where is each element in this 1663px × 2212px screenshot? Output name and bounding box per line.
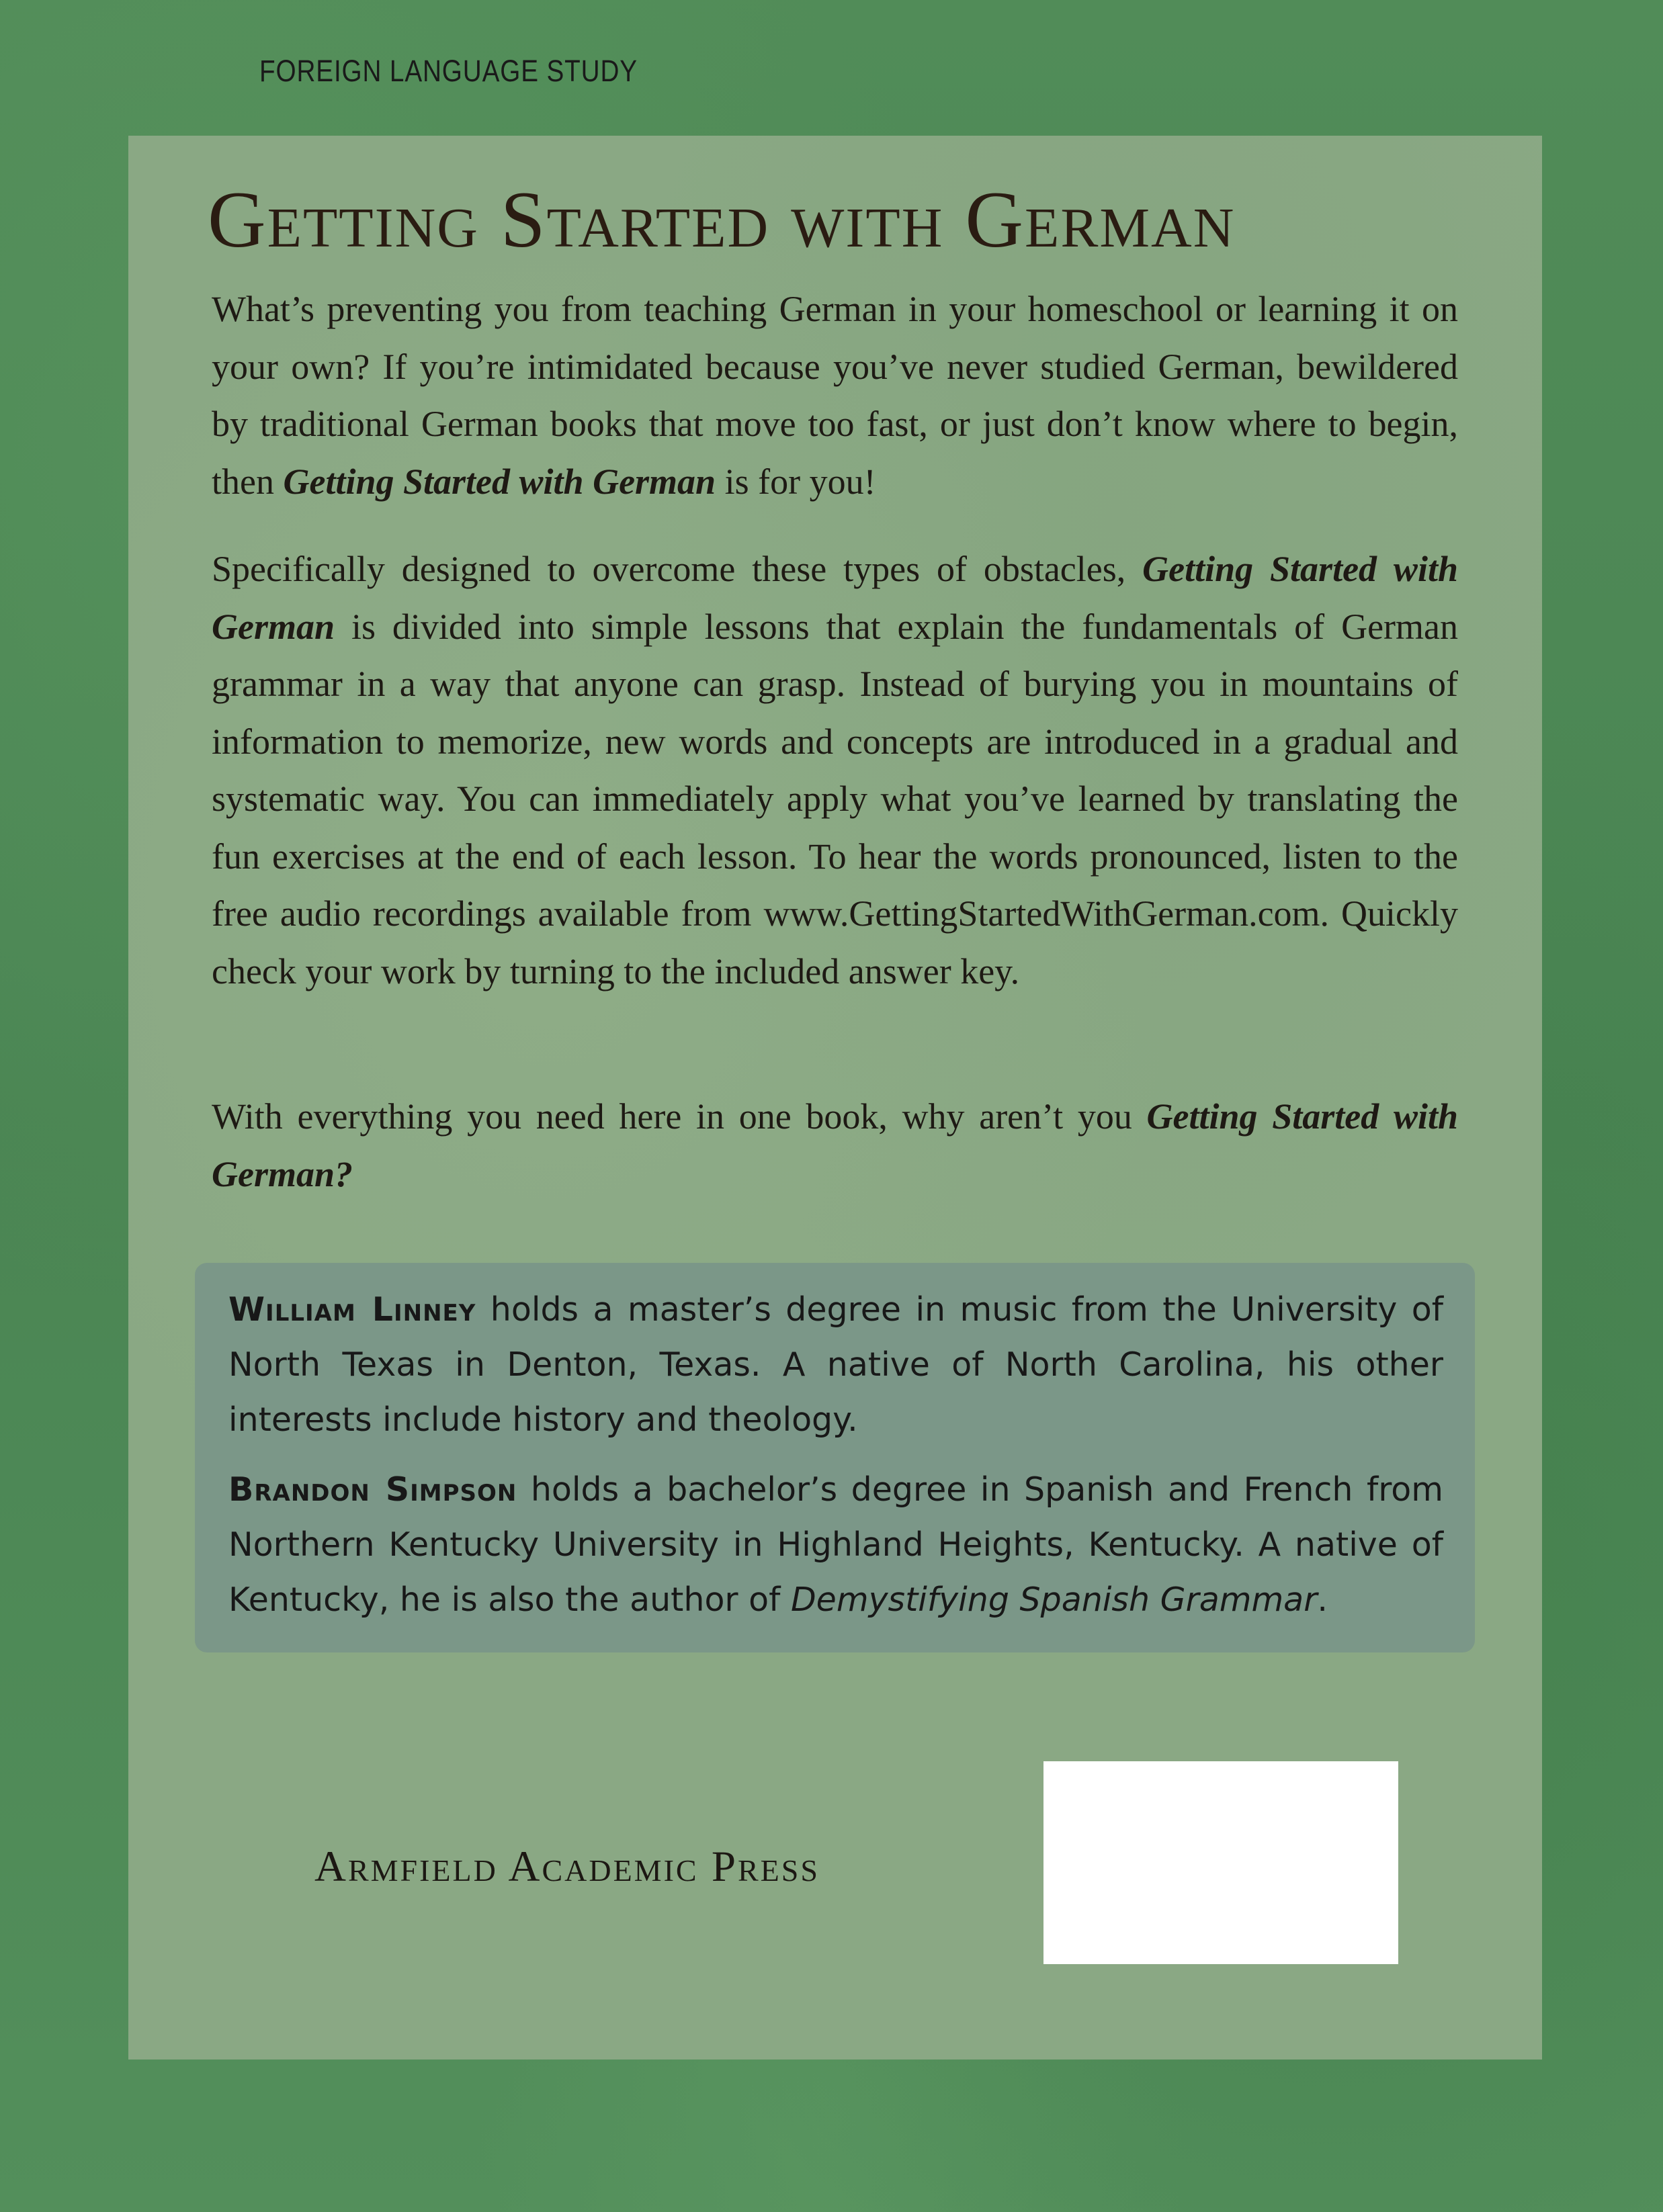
paragraph-text: is for you! (716, 461, 876, 502)
publisher-name: Armfield Academic Press (314, 1843, 820, 1891)
paragraph-text: What’s preventing you from teaching German in your homeschool or learning it on your own? If you’re intimidated because you’ve never studied German, bewildered by traditional German books that move too fast, or just don’t know where to begin, then (212, 289, 1458, 502)
barcode-placeholder (1043, 1761, 1398, 1964)
author-name: William Linney (228, 1290, 476, 1329)
author-bio-william-linney (228, 1282, 1443, 1448)
book-title-emphasis: Getting Started with German (283, 461, 716, 502)
author-bio-text: holds a bachelor’s degree in Spanish and French from Northern Kentucky University in Highland Heights, Kentucky. A native of Kentucky, he is also the author of (228, 1470, 1443, 1619)
category-label: FOREIGN LANGUAGE STUDY (259, 54, 638, 88)
author-name: Brandon Simpson (228, 1470, 517, 1509)
description-paragraph-1 (212, 281, 1458, 511)
author-bio-text-end: . (1317, 1581, 1328, 1619)
book-title-emphasis: Getting Started with German? (212, 1096, 1459, 1194)
description-paragraph-2 (212, 541, 1458, 1000)
author-bio-text: holds a master’s degree in music from the University of North Texas in Denton, Texas. A native of North Carolina, his other interests include history and theology. (228, 1290, 1443, 1439)
author-bio-brandon-simpson (228, 1462, 1443, 1628)
paragraph-text: is divided into simple lessons that explain the fundamentals of German grammar in a way that anyone can grasp. Instead of burying you in mountains of information to memorize, new words and concepts are introduced in a gradual and systematic way. You can immediately apply what you’ve learned by translating the fun exercises at the end of each lesson. To hear the words pronounced, listen to the free audio recordings available from www.GettingStartedWithGerman.com. Quickly check your work by turning to the included answer key. (212, 606, 1458, 991)
book-reference: Demystifying Spanish Grammar (790, 1581, 1318, 1619)
book-title-emphasis: Getting Started with German (212, 549, 1458, 647)
description-paragraph-3 (212, 1088, 1458, 1203)
paragraph-text: With everything you need here in one book, why aren’t you (212, 1096, 1147, 1137)
paragraph-text: Specifically designed to overcome these types of obstacles, (212, 549, 1143, 589)
book-title: Getting Started with German (208, 175, 1236, 264)
